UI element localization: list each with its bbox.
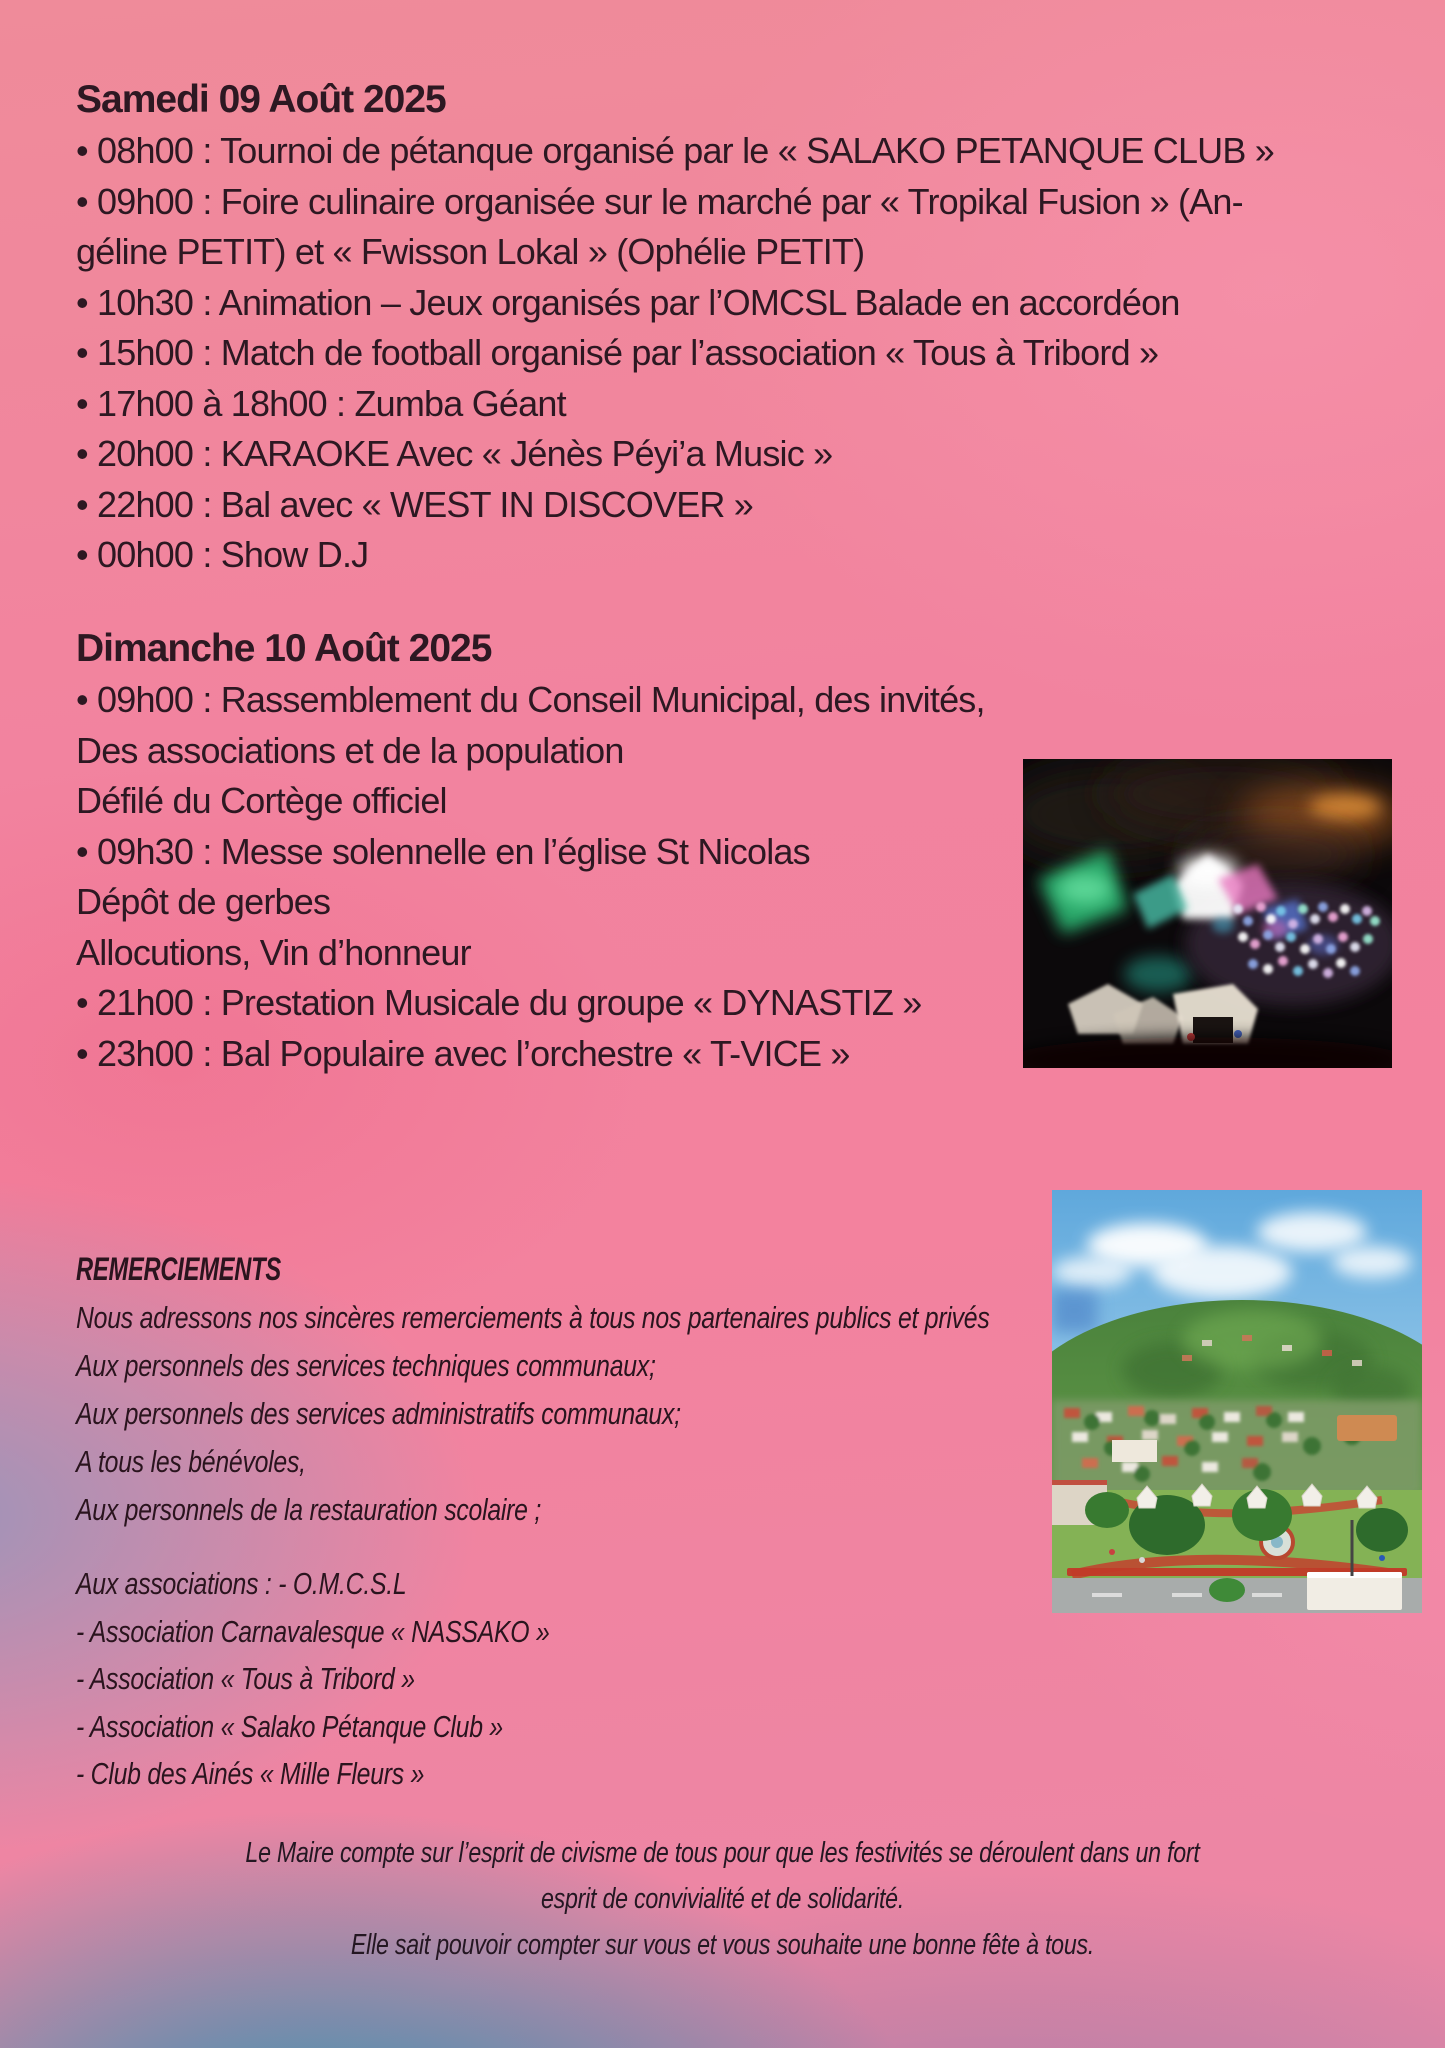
thanks-line: Aux personnels des services techniques communaux; xyxy=(76,1348,656,1383)
program-line: • 09h00 : Rassemblement du Conseil Municipal, des invités, xyxy=(76,679,985,720)
program-line: • 08h00 : Tournoi de pétanque organisé par le « SALAKO PETANQUE CLUB » xyxy=(76,130,1275,171)
thanks-section xyxy=(76,1244,1218,1534)
program-line: • 17h00 à 18h00 : Zumba Géant xyxy=(76,382,566,424)
saturday-title: Samedi 09 Août 2025 xyxy=(76,78,446,121)
thanks-title: REMERCIEMENTS xyxy=(76,1251,281,1287)
program-line: Dépôt de gerbes xyxy=(76,881,331,922)
thanks-line: Nous adressons nos sincères remerciements à tous nos partenaires publics et privés xyxy=(76,1300,990,1335)
program-line: • 09h30 : Messe solennelle en l’église St Nicolas xyxy=(76,830,810,872)
thanks-line: Aux personnels de la restauration scolaire ; xyxy=(76,1492,542,1527)
association-line: - Association Carnavalesque « NASSAKO » xyxy=(76,1613,550,1649)
program-line: • 23h00 : Bal Populaire avec l’orchestre « T-VICE » xyxy=(76,1032,850,1074)
program-line: • 00h00 : Show D.J xyxy=(76,534,369,575)
association-line: - Association « Salako Pétanque Club » xyxy=(76,1708,503,1744)
program-line: • 09h00 : Foire culinaire organisée sur le marché par « Tropikal Fusion » (An- xyxy=(76,180,1243,222)
program-line: Défilé du Cortège officiel xyxy=(76,780,447,821)
thanks-line: Aux personnels des services administratifs communaux; xyxy=(76,1396,681,1431)
sunday-program-section xyxy=(76,623,985,1079)
mayor-message-line: Le Maire compte sur l’esprit de civisme de tous pour que les festivités se déroulent dans un fort xyxy=(245,1837,1200,1869)
program-line: • 20h00 : KARAOKE Avec « Jénès Péyi’a Music » xyxy=(76,433,833,474)
program-line: • 10h30 : Animation – Jeux organisés par l’OMCSL Balade en accordéon xyxy=(76,281,1180,323)
sunday-title: Dimanche 10 Août 2025 xyxy=(76,627,492,670)
program-line: • 22h00 : Bal avec « WEST IN DISCOVER » xyxy=(76,483,754,525)
mayor-message-line: esprit de convivialité et de solidarité. xyxy=(540,1883,905,1915)
saturday-program-section xyxy=(76,74,1274,581)
thanks-line: A tous les bénévoles, xyxy=(76,1444,306,1479)
association-line: - Club des Ainés « Mille Fleurs » xyxy=(76,1756,425,1791)
program-line: géline PETIT) et « Fwisson Lokal » (Ophélie PETIT) xyxy=(76,231,865,272)
association-line: Aux associations : - O.M.C.S.L xyxy=(76,1566,407,1601)
program-line: • 21h00 : Prestation Musicale du groupe « DYNASTIZ » xyxy=(76,982,922,1023)
program-line: • 15h00 : Match de football organisé par l’association « Tous à Tribord » xyxy=(76,332,1159,373)
associations-section xyxy=(76,1560,668,1798)
association-line: - Association « Tous à Tribord » xyxy=(76,1661,415,1696)
program-line: Des associations et de la population xyxy=(76,729,624,771)
mayor-message-line: Elle sait pouvoir compter sur vous et vous souhaite une bonne fête à tous. xyxy=(350,1929,1095,1961)
mayor-message xyxy=(0,1830,1445,1968)
aerial-village-park-photo xyxy=(1052,1190,1422,1613)
program-line: Allocutions, Vin d’honneur xyxy=(76,931,471,973)
night-festival-crowd-photo xyxy=(1023,759,1392,1068)
